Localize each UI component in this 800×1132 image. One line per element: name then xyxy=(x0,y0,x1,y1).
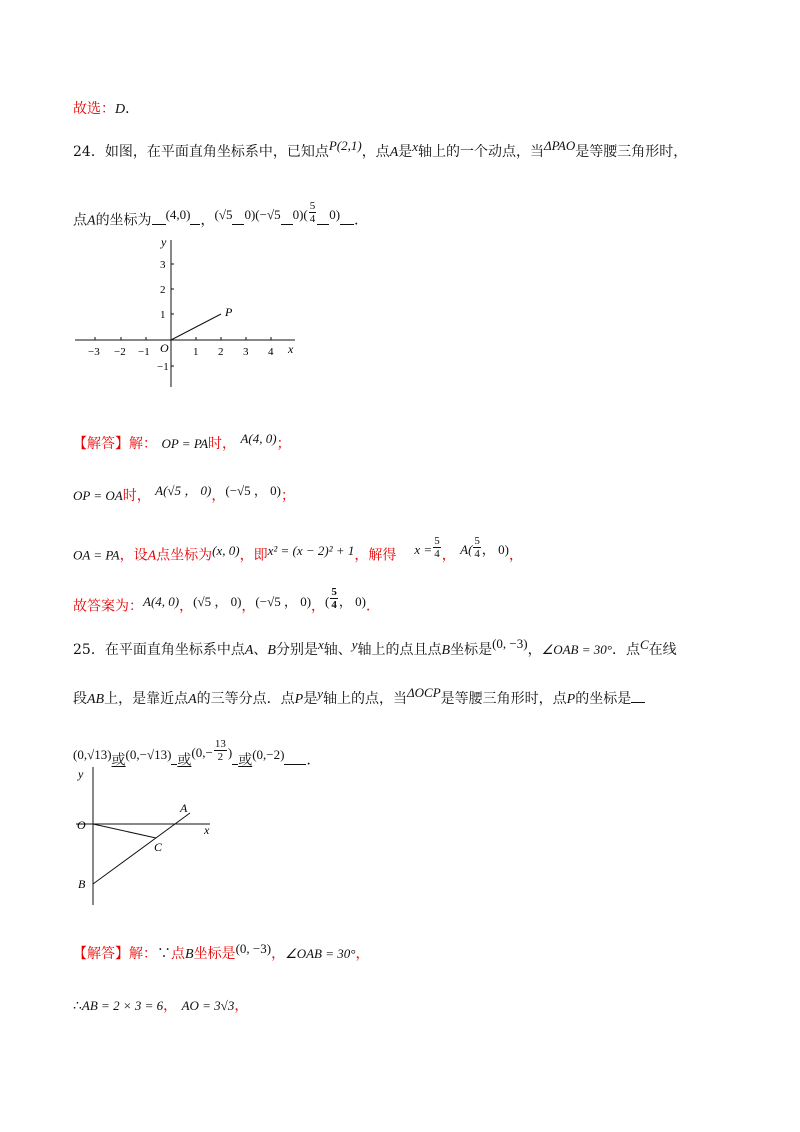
numerator: 5 xyxy=(434,535,440,547)
comma: ， xyxy=(271,946,286,962)
q24-stem-line1 xyxy=(73,138,688,163)
answer-4b: 0) xyxy=(329,206,341,222)
final-answer-1: A(4, 0) xyxy=(143,593,180,609)
origin-label: O xyxy=(160,341,169,355)
stem-text: 点 xyxy=(73,212,87,229)
var-x: x xyxy=(412,139,419,154)
answer-3: (−√5 xyxy=(255,206,281,222)
case1-result: A(4, 0) xyxy=(240,431,277,446)
y-tick-labels xyxy=(157,259,169,373)
calc-ao: AO = 3√3 xyxy=(181,998,235,1013)
answer-blank xyxy=(631,688,645,703)
answer-1: (4,0) xyxy=(165,206,191,222)
case3-var: A xyxy=(147,548,157,564)
question-number: 24． xyxy=(73,144,105,160)
point-p-label: P xyxy=(225,305,233,319)
var-x: x xyxy=(317,637,324,652)
stem-text: 是等腰三角形时， xyxy=(575,144,688,160)
numerator: 13 xyxy=(214,738,226,750)
var-a: A xyxy=(389,145,399,160)
y-tick-label: 3 xyxy=(160,259,166,271)
x-tick-labels xyxy=(88,346,274,358)
x-tick-label: 3 xyxy=(243,346,249,358)
answer-blank xyxy=(281,210,293,225)
q24-solution-case1 xyxy=(73,431,291,454)
comma: ， xyxy=(527,642,542,658)
final-answer-2: (√5 ， 0) xyxy=(193,593,242,609)
stem-text: 的三等分点．点 xyxy=(196,691,295,707)
final-end: ． xyxy=(365,598,380,615)
solution-end: ， xyxy=(234,998,249,1014)
solution-end: ， xyxy=(355,946,370,962)
case3-coord: (x, 0) xyxy=(212,542,240,558)
q24-stem-line2: 点A的坐标为 (4,0) ，(√5 0)(−√5 0)( $\frac{5}{4}$ 0) ． xyxy=(73,200,369,229)
case3-a-point: A( xyxy=(460,541,473,557)
denominator: 2 xyxy=(217,751,224,763)
denominator: 4 xyxy=(309,213,316,225)
q25-solution-line2 xyxy=(73,996,248,1016)
q24-coordinate-figure xyxy=(70,232,310,392)
answer-4-fraction xyxy=(309,200,317,225)
solution-intro: 解： xyxy=(129,436,157,452)
stem-text: 在平面直角坐标系中点 xyxy=(104,642,245,658)
x-tick-label: 2 xyxy=(218,346,224,358)
triangle-pao: ΔPAO xyxy=(544,138,576,153)
case3-text: ，解得 xyxy=(354,547,397,564)
x-tick-label: −1 xyxy=(138,346,150,358)
case-end: ； xyxy=(276,436,291,452)
stem-text: 上，是靠近点 xyxy=(104,691,189,707)
var-b: B xyxy=(267,643,276,658)
final-answer-3: (−√5 ， 0) xyxy=(255,593,312,609)
stem-text: 的坐标为 xyxy=(95,212,152,229)
case3-x-fraction xyxy=(433,535,441,560)
final-answer-4-pre: ( xyxy=(325,593,330,609)
therefore-symbol: ∴ xyxy=(73,998,82,1014)
coord-b: (0, −3) xyxy=(492,636,528,651)
x-axis-label: x xyxy=(204,823,210,837)
x-tick-label: −2 xyxy=(114,346,126,358)
separator: 、 xyxy=(253,642,268,658)
q25-stem-line2 xyxy=(73,685,645,710)
answer-value: D xyxy=(115,102,126,117)
answer-blank xyxy=(232,210,244,225)
case3-a-end: ， 0) xyxy=(481,541,510,557)
answer-1: (0,√13) xyxy=(73,746,112,762)
because-symbol: ∵ xyxy=(157,946,171,962)
point-b-label: B xyxy=(78,877,86,891)
case3-text: 点坐标为 xyxy=(156,547,213,564)
var-b: B xyxy=(441,643,451,658)
point-a-label: A xyxy=(180,801,188,815)
triangle-ocp: ΔOCP xyxy=(407,685,441,700)
point-p: P(2,1) xyxy=(328,138,362,153)
var-a: A xyxy=(244,643,254,658)
stem-text: 如图，在平面直角坐标系中，已知点 xyxy=(104,144,329,160)
answer-3-pre: (0,− xyxy=(191,744,213,760)
final-label: 故答案为： xyxy=(73,598,143,615)
x-tick-label: 1 xyxy=(193,346,199,358)
case2-result-1: A(√5 ， 0) xyxy=(155,483,212,498)
stem-text: 轴上的点，当 xyxy=(323,691,408,707)
question-number: 25． xyxy=(73,642,105,658)
point-c-label: C xyxy=(154,840,163,854)
case1-condition: OP = PA xyxy=(161,436,209,451)
stem-text: 轴上的点且点 xyxy=(357,642,442,658)
case3-text: ，设 xyxy=(119,547,148,564)
case2-result-2: (−√5 ， 0) xyxy=(225,483,282,498)
answer-blank xyxy=(317,210,329,225)
var-b: B xyxy=(185,947,194,962)
answer-3-post: ) xyxy=(227,744,233,760)
final-answer-4-fraction xyxy=(330,586,338,611)
solution-text: 点 xyxy=(171,946,185,962)
or-text: 或 xyxy=(177,752,192,769)
var-c: C xyxy=(639,637,649,652)
case3-a-fraction xyxy=(473,535,481,560)
case2-condition: OP = OA xyxy=(73,488,123,503)
answer-blank xyxy=(152,210,166,225)
y-tick-label: 1 xyxy=(160,309,166,321)
case3-text: ， xyxy=(441,547,456,564)
solution-intro: 解： xyxy=(129,946,157,962)
stem-text: 轴、 xyxy=(323,642,352,658)
solution-angle: ∠OAB = 30° xyxy=(285,946,356,961)
stem-text: 在线 xyxy=(648,642,677,658)
answer-end: ． xyxy=(125,101,140,117)
or-text: 或 xyxy=(238,752,253,769)
q24-solution-case2: OP = OA时， A(√5 ， 0)，(−√5 ， 0)； xyxy=(73,483,296,504)
y-tick-label: 2 xyxy=(160,284,166,296)
stem-text: ，点 xyxy=(361,144,390,160)
case3-equation: x² = (x − 2)² + 1 xyxy=(267,542,355,558)
solution-label: 【解答】 xyxy=(73,946,129,962)
denominator: 4 xyxy=(331,599,337,611)
stem-text: 轴上的一个动点，当 xyxy=(418,144,545,160)
answer-end: ． xyxy=(306,752,321,769)
q25-stem-line1 xyxy=(73,636,677,661)
answer-blank xyxy=(284,750,306,765)
answer-2b: 0) xyxy=(244,206,256,222)
numerator: 5 xyxy=(309,200,316,212)
answer-2: (0,−√13) xyxy=(125,746,172,762)
case-end: ； xyxy=(281,488,296,504)
q24-final-answer: 故答案为：A(4, 0)，(√5 ， 0)，(−√5 ， 0)，( $\frac{5}{4}$ ， 0)． xyxy=(73,586,380,615)
case3-x-equals: x = xyxy=(414,541,433,557)
q23-answer xyxy=(73,99,139,120)
case-end: ， xyxy=(509,547,524,564)
y-axis-label: y xyxy=(161,235,167,249)
or-text: 或 xyxy=(111,752,126,769)
case-when: 时， xyxy=(122,488,151,504)
x-tick-label: −3 xyxy=(88,346,100,358)
y-axis-label: y xyxy=(78,767,84,781)
solution-text: 坐标是 xyxy=(193,946,236,962)
stem-text: 是 xyxy=(398,144,413,160)
x-axis-label: x xyxy=(288,342,294,356)
case-when: 时， xyxy=(208,436,237,452)
answer-2: (√5 xyxy=(214,206,233,222)
final-answer-4-post: ， 0) xyxy=(338,593,366,609)
denominator: 4 xyxy=(474,548,480,560)
case3-condition: OA = PA xyxy=(73,547,120,563)
var-p: P xyxy=(294,692,304,707)
denominator: 4 xyxy=(434,548,440,560)
origin-label: O xyxy=(77,818,86,832)
var-a: A xyxy=(188,692,197,707)
stem-text: 是等腰三角形时，点 xyxy=(440,691,567,707)
q25-solution-line1 xyxy=(73,941,370,965)
answer-blank xyxy=(340,210,354,225)
var-y: y xyxy=(317,686,324,701)
stem-text: 坐标是 xyxy=(450,642,493,658)
numerator: 5 xyxy=(331,586,337,598)
case3-text: ，即 xyxy=(239,547,268,564)
segment-op xyxy=(171,314,221,340)
answer-blank xyxy=(190,210,200,225)
var-a: A xyxy=(87,213,96,229)
stem-text: 段 xyxy=(73,691,87,707)
segment-oc xyxy=(93,824,156,838)
numerator: 5 xyxy=(474,535,480,547)
var-y: y xyxy=(351,637,358,652)
solution-coord: (0, −3) xyxy=(235,941,272,956)
stem-text: ．点 xyxy=(611,642,640,658)
calc-ab: AB = 2 × 3 = 6 xyxy=(81,998,164,1013)
stem-text: 分别是 xyxy=(275,642,318,658)
solution-label: 【解答】 xyxy=(73,436,129,452)
x-tick-label: 4 xyxy=(268,346,274,358)
q24-solution-case3 xyxy=(73,535,524,568)
angle-oab: ∠OAB = 30° xyxy=(541,642,612,657)
answer-3b: 0)( xyxy=(292,206,308,222)
var-p: P xyxy=(566,692,576,707)
comma: ， xyxy=(163,998,178,1014)
answer-3-fraction xyxy=(214,738,227,763)
segment-ab: AB xyxy=(87,692,105,707)
answer-4: (0,−2) xyxy=(252,746,285,762)
y-tick-label: −1 xyxy=(157,361,169,373)
stem-text: 是 xyxy=(303,691,318,707)
stem-text: 的坐标是 xyxy=(575,691,632,707)
q25-triangle-figure xyxy=(70,762,230,912)
answer-label: 故选： xyxy=(73,101,115,117)
